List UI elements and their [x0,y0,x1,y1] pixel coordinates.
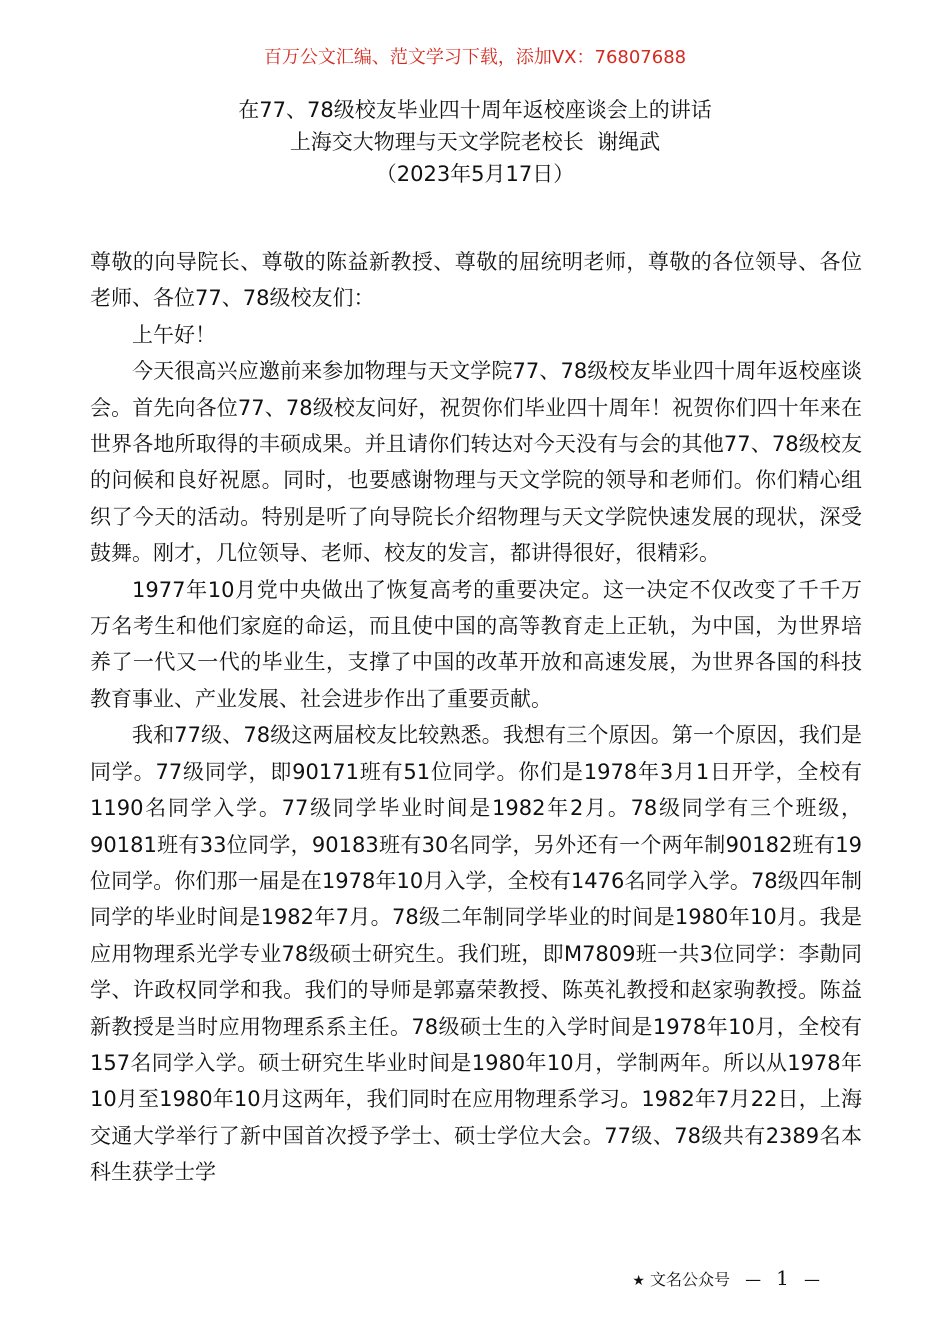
footer-dash-right: — [804,1270,820,1289]
speech-date: （2023年5月17日） [375,162,575,186]
page-number: 1 [776,1266,789,1290]
footer-dash-left: — [745,1270,762,1289]
page-footer [632,1264,820,1295]
speech-body [90,244,862,1191]
title-block [0,94,950,190]
speaker-line: 上海交大物理与天文学院老校长 谢绳武 [289,130,661,154]
salutation-paragraph: 尊敬的向导院长、尊敬的陈益新教授、尊敬的屈统明老师，尊敬的各位领导、各位老师、各位77、78级校友们： [90,250,862,311]
speech-title: 在77、78级校友毕业四十周年返校座谈会上的讲话 [238,98,712,122]
body-paragraph-2: 1977年10月党中央做出了恢复高考的重要决定。这一决定不仅改变了千千万万名考生和他们家庭的命运，而且使中国的高等教育走上正轨，为中国，为世界培养了一代又一代的毕业生，支撑了中国的改革开放和高速发展，为世界各国的科技教育事业、产业发展、社会进步作出了重要贡献。 [90,577,862,711]
body-paragraph-3: 我和77级、78级这两届校友比较熟悉。我想有三个原因。第一个原因，我们是同学。77级同学，即90171班有51位同学。你们是1978年3月1日开学，全校有1190名同学入学。77级同学毕业时间是1982年2月。78级同学有三个班级，90181班有33位同学，90183班有30名同学，另外还有一个两年制90182班有19位同学。你们那一届是在1978年10月入学，全校有1476名同学入学。78级四年制同学的毕业时间是1982年7月。78级二年制同学毕业的时间是1980年10月。我是应用物理系光学专业78级硕士研究生。我们班，即M7809班一共3位同学：李勣同学、许政权同学和我。我们的导师是郭嘉荣教授、陈英礼教授和赵家驹教授。陈益新教授是当时应用物理系系主任。78级硕士生的入学时间是1978年10月，全校有157名同学入学。硕士研究生毕业时间是1980年10月，学制两年。所以从1978年10月至1980年10月这两年，我们同时在应用物理系学习。1982年7月22日，上海交通大学举行了新中国首次授予学士、硕士学位大会。77级、78级共有2389名本科生获学士学 [90,723,862,1185]
header-banner: 百万公文汇编、范文学习下载，添加VX：76807688 [263,47,687,68]
greeting-paragraph: 上午好！ [132,322,216,347]
body-paragraph-1: 今天很高兴应邀前来参加物理与天文学院77、78级校友毕业四十周年返校座谈会。首先向各位77、78级校友问好，祝贺你们毕业四十周年！祝贺你们四十年来在世界各地所取得的丰硕成果。并且请你们转达对今天没有与会的其他77、78级校友的问候和良好祝愿。同时，也要感谢物理与天文学院的领导和老师们。你们精心组织了今天的活动。特别是听了向导院长介绍物理与天文学院快速发展的现状，深受鼓舞。刚才，几位领导、老师、校友的发言，都讲得很好，很精彩。 [90,359,862,566]
footer-label: 文名公众号 [649,1270,730,1289]
star-icon: ★ [632,1273,645,1289]
